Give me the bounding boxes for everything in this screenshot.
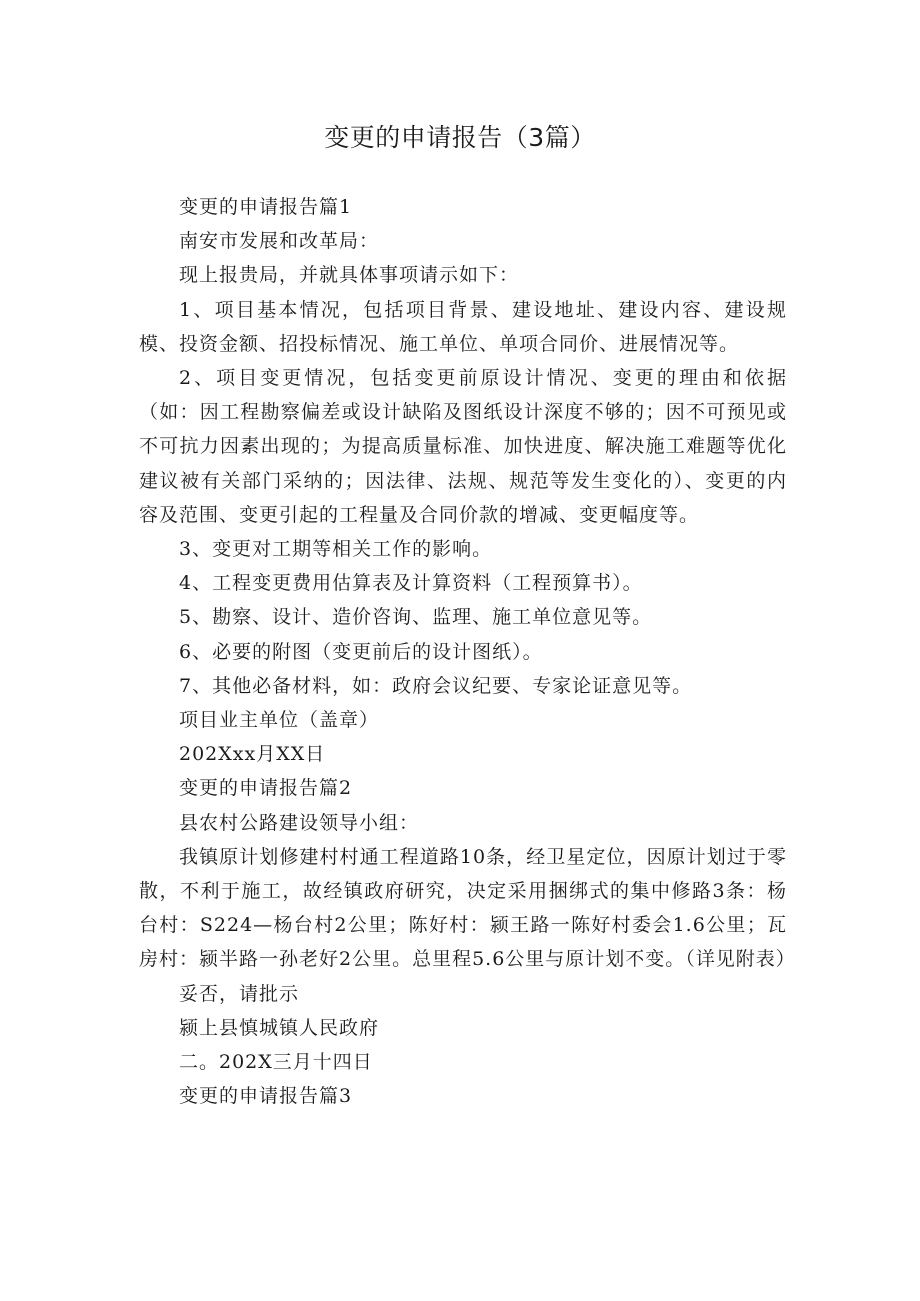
section-heading-1: 变更的申请报告篇1 (179, 196, 353, 218)
item-4: 4、工程变更费用估算表及计算资料（工程预算书）。 (179, 572, 643, 595)
signature-date-2: 二。202X三月十四日 (179, 1051, 373, 1074)
document-title: 变更的申请报告（3篇） (324, 123, 596, 152)
item-3: 3、变更对工期等相关工作的影响。 (179, 538, 493, 561)
signature-unit-2: 颍上县慎城镇人民政府 (179, 1016, 380, 1039)
body-paragraph-2: 我镇原计划修建村村通工程道路10条，经卫星定位，因原计划过于零散，不利于施工，故经镇政府研究，决定采用捆绑式的集中修路3条：杨台村：S224—杨台村2公里；陈好村：颍王路一陈好村委会1.6公里；瓦房村：颍半路一孙老好2公里。总里程5.6公里与原计划不变。（详见附表） (139, 845, 796, 971)
document-body (139, 190, 796, 1113)
section-heading-2: 变更的申请报告篇2 (179, 777, 353, 800)
item-6: 6、必要的附图（变更前后的设计图纸）。 (179, 640, 543, 663)
item-1: 1、项目基本情况，包括项目背景、建设地址、建设内容、建设规模、投资金额、招投标情况、施工单位、单项合同价、进展情况等。 (139, 298, 787, 355)
signature-unit: 项目业主单位（盖章） (179, 709, 380, 732)
item-2: 2、项目变更情况，包括变更前原设计情况、变更的理由和依据（如：因工程勘察偏差或设计缺陷及图纸设计深度不够的；因不可预见或不可抗力因素出现的；为提高质量标准、加快进度、解决施工难题等优化建议被有关部门采纳的；因法律、法规、规范等发生变化的）、变更的内容及范围、变更引起的工程量及合同价款的增减、变更幅度等。 (139, 367, 787, 526)
signature-date: 202Xxx月XX日 (179, 743, 326, 766)
intro-paragraph: 现上报贵局，并就具体事项请示如下： (179, 264, 520, 287)
addressee-2: 县农村公路建设领导小组： (179, 811, 420, 834)
item-7: 7、其他必备材料，如：政府会议纪要、专家论证意见等。 (179, 674, 693, 697)
addressee: 南安市发展和改革局： (179, 230, 380, 253)
section-heading-3: 变更的申请报告篇3 (179, 1085, 353, 1108)
request-line: 妥否，请批示 (179, 982, 300, 1005)
item-5: 5、勘察、设计、造价咨询、监理、施工单位意见等。 (179, 606, 653, 629)
